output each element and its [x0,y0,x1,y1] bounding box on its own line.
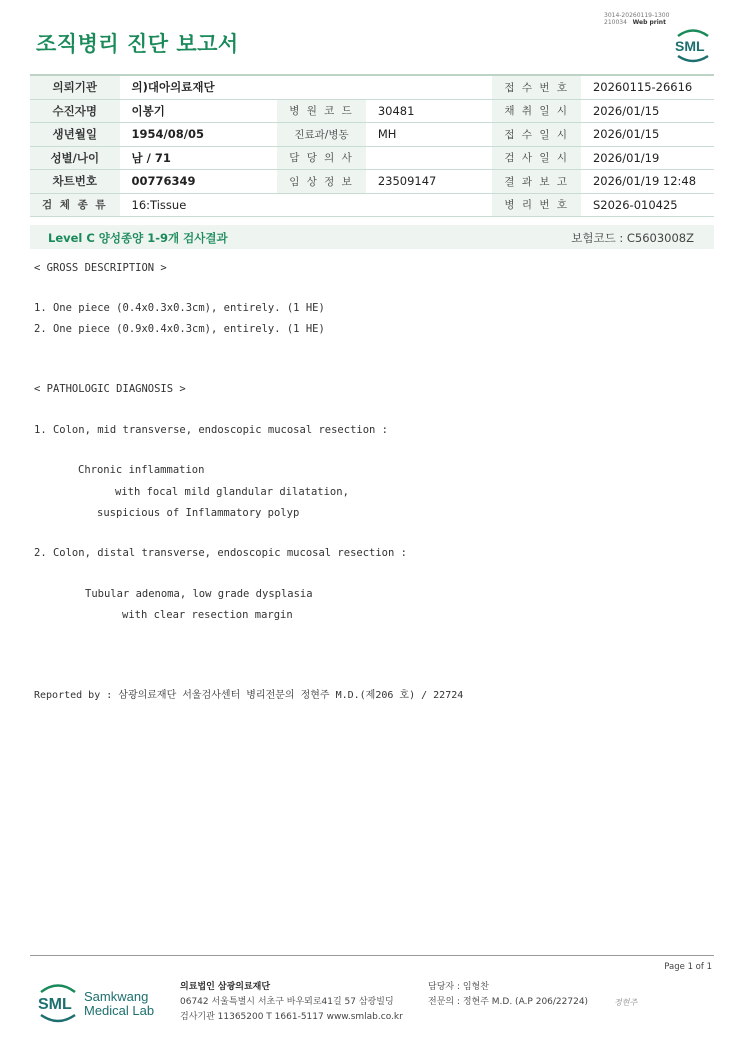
page-title: 조직병리 진단 보고서 [36,32,239,56]
company-name [84,990,154,1018]
print-meta-line2: 210034 Web print [604,19,666,26]
signature: 정현주 [614,998,638,1007]
value-specimen-type: 16:Tissue [120,193,493,217]
diagnosis-heading: < PATHOLOGIC DIAGNOSIS > [34,383,186,395]
value-physician [366,146,493,170]
table-row [30,193,714,217]
sml-logo-icon [672,26,714,64]
table-row [30,99,714,123]
sml-logo-top [672,26,714,68]
table-row [30,170,714,194]
label-patient-name: 수진자명 [30,99,120,123]
table-row [30,75,714,99]
label-physician: 담 당 의 사 [277,146,366,170]
diagnosis-1-line-c: suspicious of Inflammatory polyp [97,507,300,519]
diagnosis-item-2: 2. Colon, distal transverse, endoscopic mucosal resection : [34,547,407,559]
footer-staff-info [428,980,588,1010]
label-hospital-code: 병 원 코 드 [277,99,366,123]
footer-contact: 검사기관 11365200 T 1661-5117 www.smlab.co.kr [180,1012,403,1022]
company-name-line2: Medical Lab [84,1003,155,1018]
value-accession-no: 20260115-26616 [581,75,714,99]
footer-manager: 담당자 : 임형찬 [428,982,489,992]
label-chart-no: 차트번호 [30,170,120,194]
gross-item-2: 2. One piece (0.9x0.4x0.3cm), entirely. (1 HE) [34,323,325,335]
label-receipt-date: 접 수 일 시 [492,123,581,147]
diagnosis-1-line-b: with focal mild glandular dilatation, [115,486,349,498]
label-test-date: 검 사 일 시 [492,146,581,170]
value-pathology-no: S2026-010425 [581,193,714,217]
value-collection-date: 2026/01/15 [581,99,714,123]
sml-logo-text: SML [675,38,705,54]
page-number: Page 1 of 1 [664,962,712,972]
sml-logo-footer-icon [36,980,80,1026]
company-name-line1: Samkwang [84,989,149,1004]
value-chart-no: 00776349 [120,170,278,194]
diagnosis-2-line-a: Tubular adenoma, low grade dysplasia [85,588,313,600]
label-birth-date: 생년월일 [30,123,120,147]
label-pathology-no: 병 리 번 호 [492,193,581,217]
sml-logo-footer-text: SML [38,996,72,1013]
value-department: MH [366,123,493,147]
value-clinical-info: 23509147 [366,170,493,194]
result-section-bar [30,225,714,249]
sml-logo-bottom [36,980,80,1030]
diagnosis-item-1: 1. Colon, mid transverse, endoscopic mucosal resection : [34,424,389,436]
diagnosis-1-line-a: Chronic inflammation [78,464,205,476]
label-requesting-org: 의뢰기관 [30,75,120,99]
print-meta-line1: 3014-20260119-1300 [604,12,670,19]
table-row [30,146,714,170]
footer-specialist: 전문의 : 정현주 M.D. (A.P 206/22724) [428,997,589,1007]
value-receipt-date: 2026/01/15 [581,123,714,147]
label-clinical-info: 임 상 정 보 [277,170,366,194]
footer-org-info [180,980,403,1025]
table-row [30,123,714,147]
label-accession-no: 접 수 번 호 [492,75,581,99]
value-patient-name: 이봉기 [120,99,278,123]
patient-info-table [30,74,714,217]
diagnosis-2-line-b: with clear resection margin [122,609,293,621]
label-specimen-type: 검 체 종 류 [30,193,120,217]
print-meta [604,12,669,26]
label-collection-date: 채 취 일 시 [492,99,581,123]
gross-item-1: 1. One piece (0.4x0.3x0.3cm), entirely. (1 HE) [34,302,325,314]
value-test-date: 2026/01/19 [581,146,714,170]
value-requesting-org: 의)대아의료재단 [120,75,493,99]
footer-address: 06742 서울특별시 서초구 바우뫼로41길 57 삼광빌딩 [180,997,394,1007]
gross-description-heading: < GROSS DESCRIPTION > [34,262,167,274]
footer-org-name: 의료법인 삼광의료재단 [180,982,271,992]
value-hospital-code: 30481 [366,99,493,123]
footer-divider [30,955,714,956]
value-birth-date: 1954/08/05 [120,123,278,147]
result-section-title: Level C 양성종양 1-9개 검사결과 [48,231,228,245]
reported-by: Reported by : 삼광의료재단 서울검사센터 병리전문의 정현주 M.D.(제206 호) / 22724 [34,690,464,701]
value-sex-age: 남 / 71 [120,146,278,170]
label-sex-age: 성별/나이 [30,146,120,170]
insurance-code: 보험코드 : C5603008Z [571,231,694,245]
label-result-report: 결 과 보 고 [492,170,581,194]
value-result-report: 2026/01/19 12:48 [581,170,714,194]
label-department: 진료과/병동 [277,123,366,147]
